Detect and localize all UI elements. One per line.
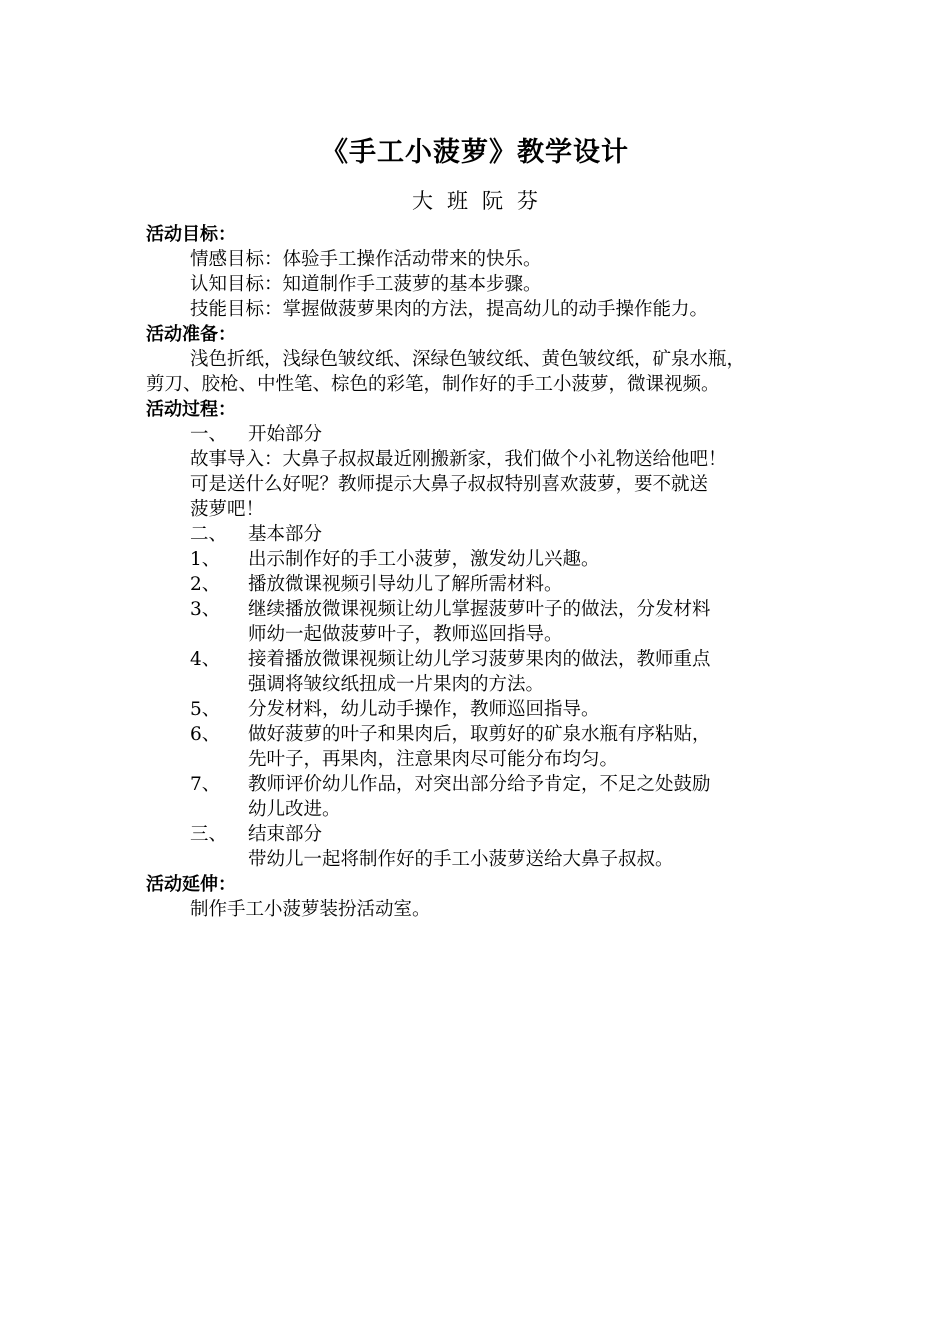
part-heading-start <box>146 422 826 447</box>
part-label: 结束部分 <box>248 824 323 845</box>
step-text: 播放微课视频引导幼儿了解所需材料。 <box>248 574 563 595</box>
step-text-continued: 幼儿改进。 <box>248 799 341 820</box>
step-item <box>146 547 826 572</box>
part-number: 一、 <box>190 424 228 445</box>
step-number: 7、 <box>190 774 221 795</box>
goal-item: 技能目标：掌握做菠萝果肉的方法，提高幼儿的动手操作能力。 <box>190 299 709 320</box>
section-heading-goals: 活动目标： <box>146 224 236 245</box>
section-heading-preparation: 活动准备： <box>146 324 236 345</box>
step-item <box>146 647 826 672</box>
preparation-line: 剪刀、胶枪、中性笔、棕色的彩笔，制作好的手工小菠萝，微课视频。 <box>146 374 720 395</box>
goal-item: 认知目标：知道制作手工菠萝的基本步骤。 <box>190 274 542 295</box>
document-title: 《手工小菠萝》教学设计 <box>321 137 629 168</box>
intro-line: 可是送什么好呢？教师提示大鼻子叔叔特别喜欢菠萝，要不就送 <box>190 474 709 495</box>
section-heading-process: 活动过程： <box>146 399 236 420</box>
step-text-continued: 先叶子，再果肉，注意果肉尽可能分布均匀。 <box>248 749 619 770</box>
part-number: 三、 <box>190 824 228 845</box>
part-heading-basic <box>146 522 826 547</box>
step-text: 分发材料，幼儿动手操作，教师巡回指导。 <box>248 699 600 720</box>
step-number: 1、 <box>190 549 221 570</box>
step-text-continued: 师幼一起做菠萝叶子，教师巡回指导。 <box>248 624 563 645</box>
step-item <box>146 772 826 797</box>
intro-line: 菠萝吧！ <box>190 499 265 520</box>
step-number: 4、 <box>190 649 221 670</box>
step-text: 做好菠萝的叶子和果肉后，取剪好的矿泉水瓶有序粘贴， <box>248 724 711 745</box>
part-heading-end <box>146 822 826 847</box>
part-number: 二、 <box>190 524 228 545</box>
step-number: 5、 <box>190 699 221 720</box>
step-number: 3、 <box>190 599 221 620</box>
goal-item: 情感目标：体验手工操作活动带来的快乐。 <box>190 249 542 270</box>
document-author: 大班阮芬 <box>412 189 552 213</box>
extension-text: 制作手工小菠萝装扮活动室。 <box>190 899 431 920</box>
step-number: 2、 <box>190 574 221 595</box>
step-text-continued: 强调将皱纹纸扭成一片果肉的方法。 <box>248 674 545 695</box>
step-text: 继续播放微课视频让幼儿掌握菠萝叶子的做法，分发材料 <box>248 599 711 620</box>
part-label: 开始部分 <box>248 424 323 445</box>
intro-line: 故事导入：大鼻子叔叔最近刚搬新家，我们做个小礼物送给他吧！ <box>190 449 727 470</box>
step-item <box>146 697 826 722</box>
part-label: 基本部分 <box>248 524 323 545</box>
step-number: 6、 <box>190 724 221 745</box>
step-item <box>146 572 826 597</box>
document-body <box>146 222 826 922</box>
step-text: 教师评价幼儿作品，对突出部分给予肯定，不足之处鼓励 <box>248 774 711 795</box>
step-item <box>146 722 826 747</box>
section-heading-extension: 活动延伸： <box>146 874 236 895</box>
preparation-line: 浅色折纸，浅绿色皱纹纸、深绿色皱纹纸、黄色皱纹纸，矿泉水瓶， <box>190 349 746 370</box>
step-item <box>146 597 826 622</box>
ending-text: 带幼儿一起将制作好的手工小菠萝送给大鼻子叔叔。 <box>248 849 674 870</box>
step-text: 出示制作好的手工小菠萝，激发幼儿兴趣。 <box>248 549 600 570</box>
step-text: 接着播放微课视频让幼儿学习菠萝果肉的做法，教师重点 <box>248 649 711 670</box>
